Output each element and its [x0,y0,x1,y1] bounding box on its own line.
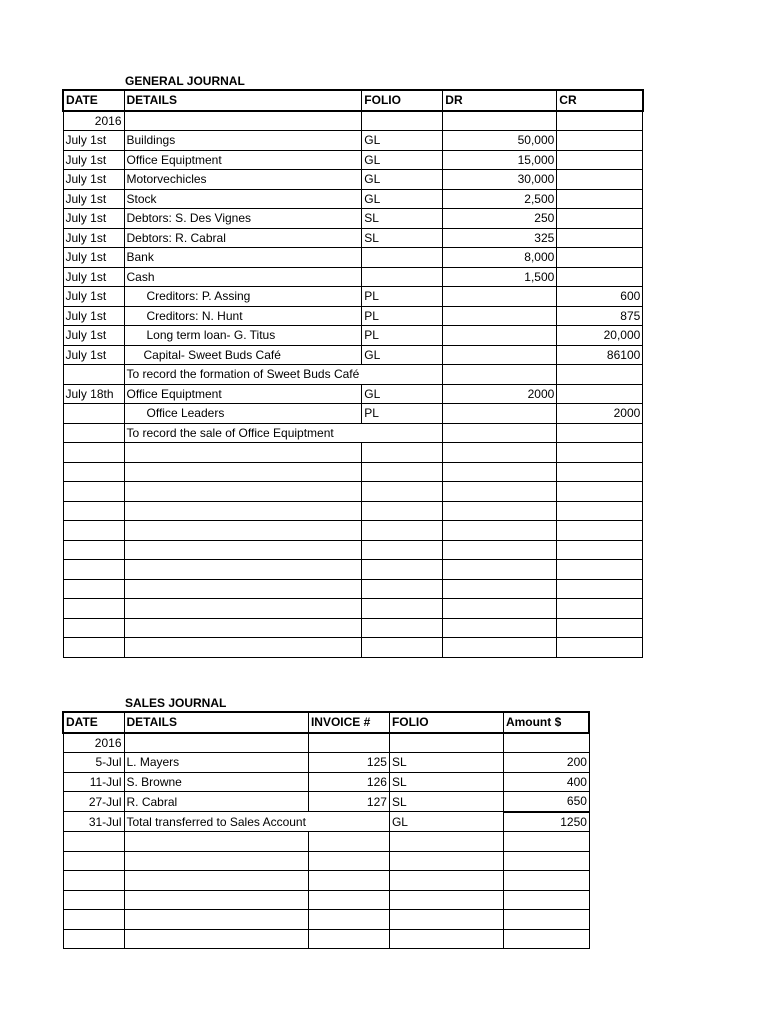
empty-cell [63,851,124,871]
journal-row [63,189,643,209]
details-text: Motorvechicles [126,172,207,187]
date-cell: July 1st [63,209,124,229]
sales-journal-table [62,711,590,949]
header-folio: FOLIO [389,712,503,733]
details-text: Office Equiptment [126,386,222,401]
empty-cell [443,462,557,482]
empty-cell [389,871,503,891]
dr-cell: 1,500 [443,267,557,287]
journal-row [63,150,643,170]
date-cell: 5-Jul [63,753,124,773]
empty-cell [63,579,124,599]
empty-cell [124,910,308,930]
year-cell: 2016 [63,733,124,753]
empty-cell [63,599,124,619]
folio-cell: PL [362,306,443,326]
empty-cell [124,929,308,949]
cr-cell [557,170,643,190]
empty-cell [63,890,124,910]
cr-cell [557,384,643,404]
details-cell [124,345,362,365]
cr-cell [557,248,643,268]
empty-row [63,910,589,930]
journal-row [63,423,643,443]
empty-row [63,890,589,910]
cr-cell: 2000 [557,404,643,424]
cr-cell: 600 [557,287,643,307]
invoice-cell: 125 [308,753,389,773]
details-text: R. Cabral [126,794,178,809]
date-cell: 27-Jul [63,792,124,812]
amount-cell: 1250 [503,812,589,832]
folio-cell: SL [362,209,443,229]
empty-cell [557,618,643,638]
empty-cell [362,482,443,502]
empty-row [63,521,643,541]
details-cell [124,306,362,326]
sales-journal-title: SALES JOURNAL [125,696,227,710]
sales-row [63,772,589,792]
date-cell: July 1st [63,287,124,307]
empty-cell [503,871,589,891]
date-cell: July 1st [63,228,124,248]
dr-cell [443,404,557,424]
empty-cell [443,560,557,580]
empty-row [63,638,643,658]
dr-cell: 250 [443,209,557,229]
details-text: Creditors: P. Assing [146,289,251,304]
empty-cell [443,638,557,658]
empty-cell [362,540,443,560]
empty-cell [124,443,362,463]
empty-row [63,851,589,871]
empty-cell [362,560,443,580]
empty-cell [63,638,124,658]
empty-cell [443,599,557,619]
invoice-cell: 127 [308,792,389,812]
empty-cell [503,890,589,910]
empty-cell [557,579,643,599]
empty-cell [308,929,389,949]
empty-cell [124,832,308,852]
folio-cell [362,365,443,385]
empty-cell [63,501,124,521]
cr-cell [557,189,643,209]
empty-row [63,501,643,521]
cr-cell [557,365,643,385]
empty-cell [503,929,589,949]
details-text: S. Browne [126,774,182,789]
folio-cell: GL [362,150,443,170]
dr-cell [443,306,557,326]
details-text: To record the sale of Office Equiptment [126,425,334,440]
empty-cell [443,618,557,638]
date-cell: July 1st [63,267,124,287]
details-cell [124,404,362,424]
details-cell [124,209,362,229]
dr-cell: 2000 [443,384,557,404]
invoice-cell [308,812,389,832]
empty-cell [389,929,503,949]
dr-cell: 2,500 [443,189,557,209]
empty-cell [443,521,557,541]
dr-cell: 15,000 [443,150,557,170]
folio-cell: GL [389,812,503,832]
date-cell: July 1st [63,326,124,346]
empty-cell [124,599,362,619]
cr-cell [557,150,643,170]
details-text: Office Equiptment [126,152,222,167]
empty-cell [389,851,503,871]
empty-cell [63,618,124,638]
empty-cell [362,638,443,658]
empty-cell [557,540,643,560]
details-text: Bank [126,250,154,265]
empty-cell [362,462,443,482]
dr-cell [443,365,557,385]
details-cell [124,792,308,812]
cr-cell [557,267,643,287]
empty-cell [308,851,389,871]
empty-cell [362,618,443,638]
empty-cell [308,890,389,910]
journal-row [63,404,643,424]
cr-cell [557,228,643,248]
header-date: DATE [63,90,124,111]
empty-cell [389,910,503,930]
journal-row [63,365,643,385]
dr-cell: 8,000 [443,248,557,268]
empty-cell [124,540,362,560]
empty-cell [503,832,589,852]
empty-cell [308,832,389,852]
date-cell: 11-Jul [63,772,124,792]
amount-cell: 200 [503,753,589,773]
details-cell [124,772,308,792]
sales-row [63,792,589,812]
empty-cell [124,462,362,482]
empty-cell [308,910,389,930]
amount-cell: 400 [503,772,589,792]
empty-cell [557,462,643,482]
header-invoice: INVOICE # [308,712,389,733]
empty-cell [124,579,362,599]
details-cell [124,365,362,385]
date-cell: July 1st [63,131,124,151]
details-cell [124,131,362,151]
dr-cell [443,423,557,443]
date-cell [63,404,124,424]
header-cr: CR [557,90,643,111]
cr-cell [557,209,643,229]
folio-cell: PL [362,287,443,307]
details-text: Cash [126,269,155,284]
journal-row [63,170,643,190]
empty-cell [124,871,308,891]
dr-cell: 50,000 [443,131,557,151]
empty-cell [63,443,124,463]
header-details: DETAILS [124,90,362,111]
folio-cell [362,267,443,287]
details-cell [124,228,362,248]
empty-row [63,560,643,580]
dr-cell: 325 [443,228,557,248]
folio-cell: GL [362,189,443,209]
details-text: Creditors: N. Hunt [146,308,243,323]
empty-cell [557,560,643,580]
journal-row [63,209,643,229]
empty-cell [124,501,362,521]
date-cell: July 1st [63,150,124,170]
details-cell [124,287,362,307]
date-cell: July 1st [63,345,124,365]
date-cell [63,365,124,385]
journal-row [63,267,643,287]
empty-cell [124,482,362,502]
empty-cell [124,851,308,871]
empty-cell [389,832,503,852]
details-text: Debtors: S. Des Vignes [126,211,252,226]
empty-cell [63,871,124,891]
empty-cell [63,560,124,580]
year-row [63,733,589,753]
header-row [63,90,643,111]
date-cell: July 1st [63,170,124,190]
details-text: To record the formation of Sweet Buds Café [126,367,360,382]
empty-cell [63,832,124,852]
cr-cell [557,131,643,151]
empty-cell [124,638,362,658]
journal-row [63,248,643,268]
header-folio: FOLIO [362,90,443,111]
cr-cell [557,423,643,443]
empty-cell [63,521,124,541]
empty-cell [557,443,643,463]
empty-cell [362,501,443,521]
header-details: DETAILS [124,712,308,733]
details-cell [124,150,362,170]
dr-cell [443,287,557,307]
date-cell: 31-Jul [63,812,124,832]
folio-cell: GL [362,345,443,365]
folio-cell [362,248,443,268]
date-cell: July 1st [63,189,124,209]
empty-cell [63,929,124,949]
details-cell [124,189,362,209]
empty-cell [63,482,124,502]
empty-cell [557,599,643,619]
empty-cell [389,890,503,910]
empty-row [63,462,643,482]
details-cell [124,248,362,268]
details-cell [124,384,362,404]
empty-cell [503,910,589,930]
details-cell [124,170,362,190]
header-row [63,712,589,733]
empty-cell [124,890,308,910]
empty-row [63,579,643,599]
folio-cell: SL [362,228,443,248]
empty-cell [124,618,362,638]
folio-cell: SL [389,772,503,792]
date-cell [63,423,124,443]
details-text: Capital- Sweet Buds Café [143,347,281,362]
journal-row [63,345,643,365]
empty-cell [362,579,443,599]
header-dr: DR [443,90,557,111]
amount-cell: 650 [503,792,589,812]
empty-cell [443,482,557,502]
date-cell: July 1st [63,248,124,268]
details-text: Office Leaders [146,406,225,421]
sales-row [63,812,589,832]
header-date: DATE [63,712,124,733]
details-cell [124,423,362,443]
empty-row [63,540,643,560]
empty-row [63,482,643,502]
empty-cell [503,851,589,871]
details-cell [124,267,362,287]
details-text: L. Mayers [126,755,180,770]
journal-row [63,384,643,404]
empty-cell [63,910,124,930]
journal-row [63,228,643,248]
folio-cell: GL [362,170,443,190]
dr-cell [443,345,557,365]
empty-cell [443,540,557,560]
empty-cell [362,521,443,541]
empty-row [63,618,643,638]
folio-cell [362,423,443,443]
details-text: Long term loan- G. Titus [146,328,276,343]
empty-cell [63,540,124,560]
journal-row [63,131,643,151]
empty-row [63,871,589,891]
empty-row [63,929,589,949]
details-text: Total transferred to Sales Account [126,814,306,829]
header-amount: Amount $ [503,712,589,733]
empty-cell [308,871,389,891]
empty-row [63,443,643,463]
empty-cell [63,462,124,482]
details-cell [124,812,308,832]
general-journal-title: GENERAL JOURNAL [125,74,245,88]
year-cell: 2016 [63,111,124,131]
year-row [63,111,643,131]
dr-cell: 30,000 [443,170,557,190]
empty-cell [557,482,643,502]
folio-cell: GL [362,131,443,151]
folio-cell: PL [362,404,443,424]
date-cell: July 18th [63,384,124,404]
details-text: Debtors: R. Cabral [126,230,226,245]
folio-cell: SL [389,792,503,812]
empty-cell [362,599,443,619]
cr-cell: 20,000 [557,326,643,346]
cr-cell: 86100 [557,345,643,365]
dr-cell [443,326,557,346]
empty-cell [124,560,362,580]
details-cell [124,753,308,773]
sales-row [63,753,589,773]
empty-cell [443,579,557,599]
journal-row [63,287,643,307]
folio-cell: SL [389,753,503,773]
details-text: Stock [126,191,157,206]
details-text: Buildings [126,133,176,148]
empty-cell [443,443,557,463]
empty-cell [124,521,362,541]
empty-cell [362,443,443,463]
empty-cell [557,501,643,521]
folio-cell: PL [362,326,443,346]
details-cell [124,326,362,346]
empty-cell [557,638,643,658]
empty-row [63,599,643,619]
general-journal-table [62,89,644,658]
folio-cell: GL [362,384,443,404]
empty-cell [557,521,643,541]
empty-row [63,832,589,852]
journal-row [63,306,643,326]
journal-row [63,326,643,346]
date-cell: July 1st [63,306,124,326]
invoice-cell: 126 [308,772,389,792]
empty-cell [443,501,557,521]
cr-cell: 875 [557,306,643,326]
